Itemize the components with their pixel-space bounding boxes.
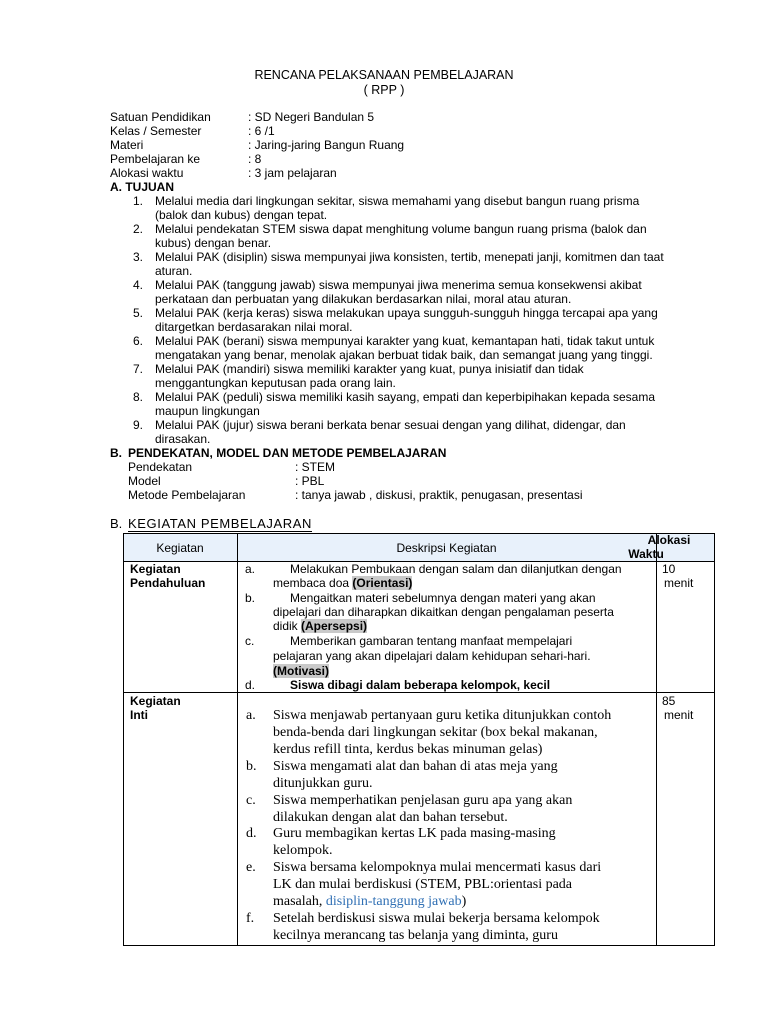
row-name: Kegiatan <box>130 694 181 708</box>
table-header-kegiatan: Kegiatan <box>156 541 204 555</box>
info-value: : 3 jam pelajaran <box>248 166 337 180</box>
info-label: Pembelajaran ke <box>110 152 201 166</box>
section-letter: B. <box>110 446 122 460</box>
row-time-unit: menit <box>664 576 694 590</box>
info-label: Kelas / Semester <box>110 124 202 138</box>
document-title: RENCANA PELAKSANAAN PEMBELAJARAN <box>254 68 514 82</box>
info-label: Materi <box>110 138 144 152</box>
section-letter: B. <box>110 516 123 531</box>
table-header-deskripsi: Deskripsi Kegiatan <box>396 541 497 555</box>
info-label: Alokasi waktu <box>110 166 184 180</box>
orientasi-tag: (Orientasi) <box>352 576 413 590</box>
row-name: Inti <box>130 708 148 722</box>
table-header-waktu: Waktu <box>628 547 664 561</box>
table-header-alokasi: Alokasi <box>647 533 691 547</box>
row-name: Pendahuluan <box>130 576 206 590</box>
info-value: : Jaring-jaring Bangun Ruang <box>248 138 405 152</box>
row-time: 10 <box>662 562 676 576</box>
info-value: : 6 /1 <box>248 124 275 138</box>
info-value: : SD Negeri Bandulan 5 <box>248 110 375 124</box>
motivasi-tag: (Motivasi) <box>273 664 330 678</box>
apersepsi-tag: (Apersepsi) <box>301 619 368 633</box>
row-time: 85 <box>662 694 676 708</box>
row-time-unit: menit <box>664 708 694 722</box>
info-value: : 8 <box>248 152 262 166</box>
section-heading-pendekatan: PENDEKATAN, MODEL DAN METODE PEMBELAJARAN <box>128 446 447 460</box>
info-label: Satuan Pendidikan <box>110 110 211 124</box>
row-name: Kegiatan <box>130 562 181 576</box>
karakter-tag: disiplin-tanggung jawab <box>325 894 462 909</box>
section-heading-kegiatan: KEGIATAN PEMBELAJARAN <box>128 516 313 531</box>
document-subtitle: ( RPP ) <box>363 83 405 97</box>
section-heading-tujuan: A. TUJUAN <box>110 180 175 194</box>
